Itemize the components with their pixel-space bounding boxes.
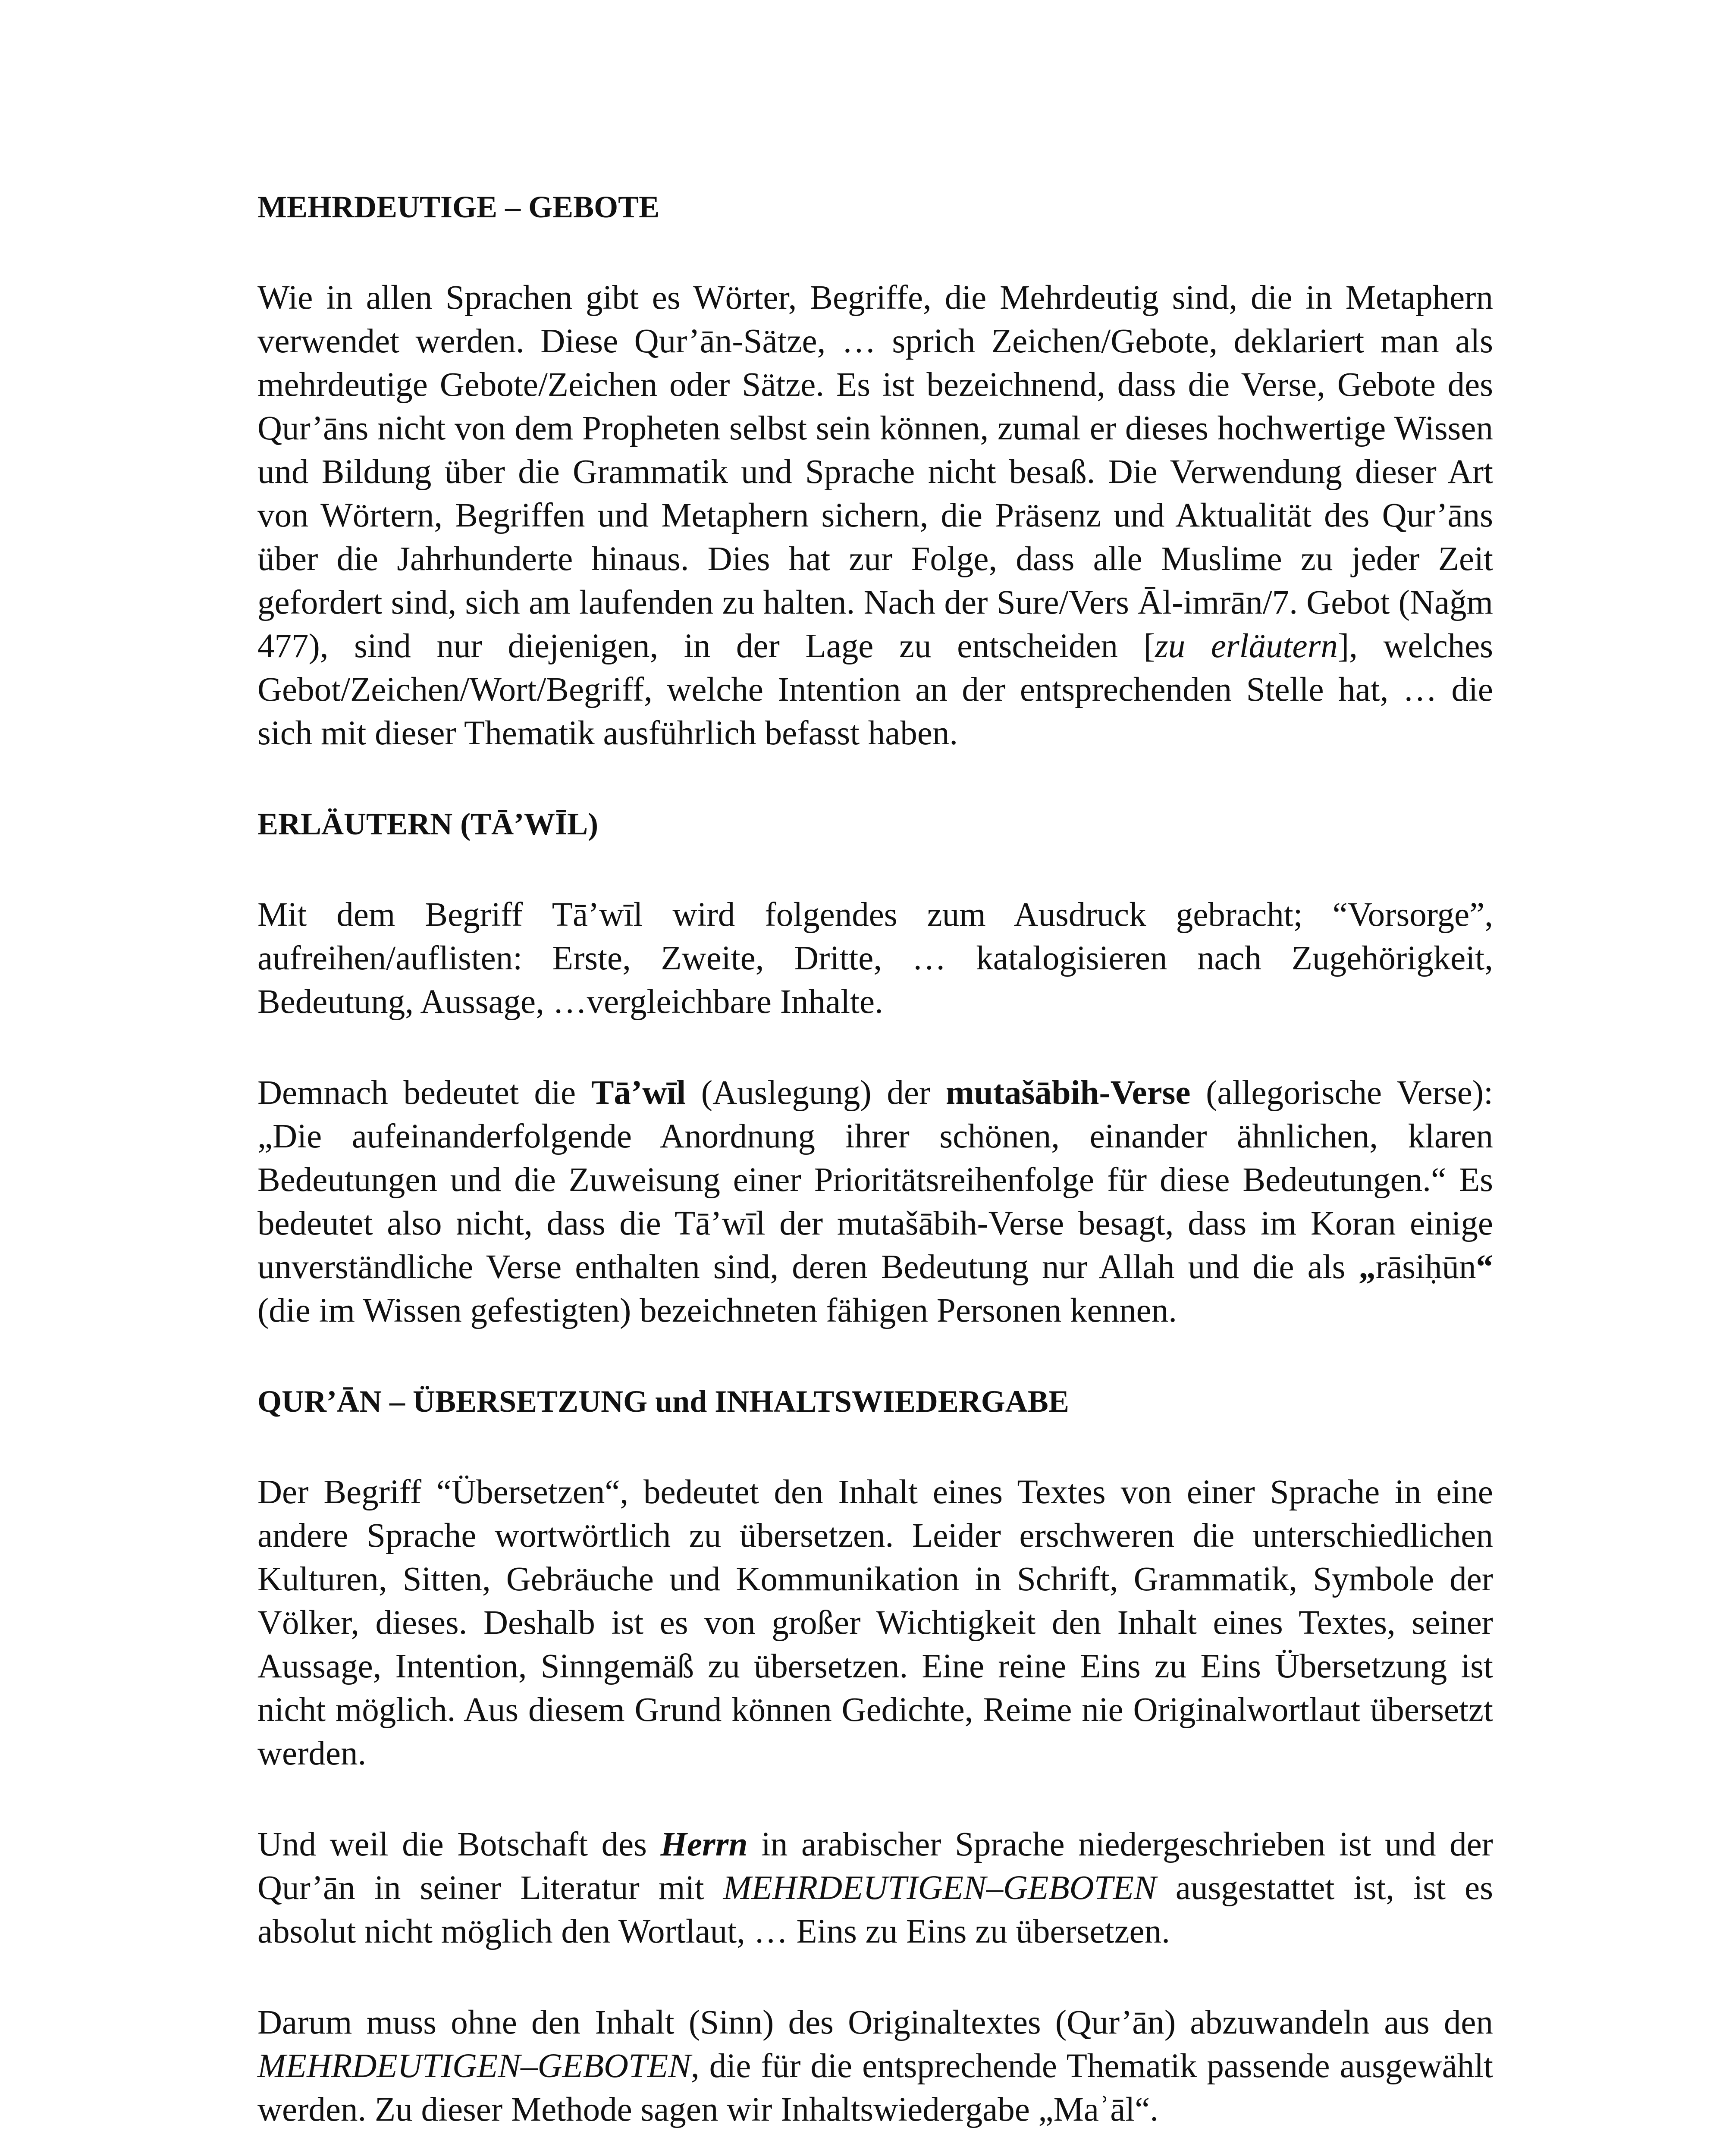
text-run: Darum muss ohne den Inhalt (Sinn) des Originaltextes (Qur’ān) abzuwandeln aus den (257, 2004, 1493, 2041)
text-run-bold: „ (1359, 1248, 1376, 1286)
text-run: Der Begriff “Übersetzen“, bedeutet den Inhalt eines Textes von einer Sprache in eine andere Sprache wortwörtlich zu übersetzen. Leider erschweren die unterschiedlichen Kulturen, Sitten, Gebräuche und Kommunikation in Schrift, Grammatik, Symbole der Völker, dieses. Deshalb ist es von großer Wichtigkeit den Inhalt eines Textes, seiner Aussage, Intention, Sinngemäß zu übersetzen. Eine reine Eins zu Eins Übersetzung ist nicht möglich. Aus diesem Grund können Gedichte, Reime nie Originalwortlaut übersetzt werden. (257, 1473, 1493, 1772)
text-run: ausgestattet ist, ist es absolut nicht möglich den Wortlaut, … Eins zu Eins zu übersetzen. (257, 1869, 1493, 1950)
text-run: rāsiḥūn (1375, 1248, 1476, 1286)
paragraph (257, 1071, 1493, 1332)
text-run: Demnach bedeutet die (257, 1074, 591, 1112)
text-run: ], welches Gebot/Zeichen/Wort/Begriff, welche Intention an der entsprechenden Stelle hat, … die sich mit dieser Thematik ausführlich befasst haben. (257, 627, 1493, 752)
text-run-bold: Tā’wīl (591, 1074, 686, 1112)
text-run-bold: mutašābih-Verse (945, 1074, 1191, 1112)
text-run-bold: “ (1476, 1248, 1493, 1286)
text-run: (die im Wissen gefestigten) bezeichneten fähigen Personen kennen. (257, 1292, 1177, 1329)
section-quran-uebersetzung (257, 1380, 1493, 2131)
paragraph (257, 893, 1493, 1024)
paragraph (257, 1823, 1493, 1953)
paragraph (257, 2001, 1493, 2131)
section-erlaeutern (257, 802, 1493, 1332)
text-run-italic: MEHRDEUTIGEN–GEBOTEN (257, 2047, 691, 2085)
section-mehrdeutige-gebote (257, 185, 1493, 755)
text-run: Und weil die Botschaft des (257, 1826, 661, 1863)
document-page (257, 185, 1493, 2131)
section-heading: MEHRDEUTIGE – GEBOTE (257, 190, 660, 224)
section-heading: QUR’ĀN – ÜBERSETZUNG und INHALTSWIEDERGABE (257, 1384, 1069, 1419)
text-run: (allegorische Verse): „Die aufeinanderfolgende Anordnung ihrer schönen, einander ähnlichen, klaren Bedeutungen und die Zuweisung einer Prioritätsreihenfolge für diese Bedeutungen.“ Es bedeutet also nicht, dass die Tāʼwīl der mutašābih-Verse besagt, dass im Koran einige unverständliche Verse enthalten sind, deren Bedeutung nur Allah und die als (257, 1074, 1494, 1286)
text-run-bold-italic: Herrn (660, 1826, 748, 1863)
section-heading: ERLÄUTERN (TĀ’WĪL) (257, 807, 599, 841)
text-run: , die für die entsprechende Thematik passende ausgewählt werden. Zu dieser Methode sagen wir Inhaltswiedergabe „Maʾāl“. (257, 2047, 1493, 2128)
text-run: Wie in allen Sprachen gibt es Wörter, Begriffe, die Mehrdeutig sind, die in Metaphern verwendet werden. Diese Qur’ān-Sätze, … sprich Zeichen/Gebote, deklariert man als mehrdeutige Gebote/Zeichen oder Sätze. Es ist bezeichnend, dass die Verse, Gebote des Qur’āns nicht von dem Propheten selbst sein können, zumal er dieses hochwertige Wissen und Bildung über die Grammatik und Sprache nicht besaß. Die Verwendung dieser Art von Wörtern, Begriffen und Metaphern sichern, die Präsenz und Aktualität des Qur’āns über die Jahrhunderte hinaus. Dies hat zur Folge, dass alle Muslime zu jeder Zeit gefordert sind, sich am laufenden zu halten. Nach der Sure/Vers Āl-imrān/7. Gebot (Naǧm 477), sind nur diejenigen, in der Lage zu entscheiden [ (257, 279, 1493, 665)
text-run: Mit dem Begriff Tāʼwīl wird folgendes zum Ausdruck gebracht; “Vorsorge”, aufreihen/auflisten: Erste, Zweite, Dritte, … katalogisieren nach Zugehörigkeit, Bedeutung, Aussage, …vergleichbare Inhalte. (257, 896, 1493, 1021)
paragraph (257, 1470, 1493, 1775)
text-run-italic: zu erläutern (1155, 627, 1338, 665)
text-run: in arabischer Sprache niedergeschrieben ist und der Qur’ān in seiner Literatur mit (257, 1826, 1493, 1907)
text-run-italic: MEHRDEUTIGEN–GEBOTEN (723, 1869, 1157, 1907)
text-run: (Auslegung) der (686, 1074, 946, 1112)
paragraph (257, 276, 1493, 755)
